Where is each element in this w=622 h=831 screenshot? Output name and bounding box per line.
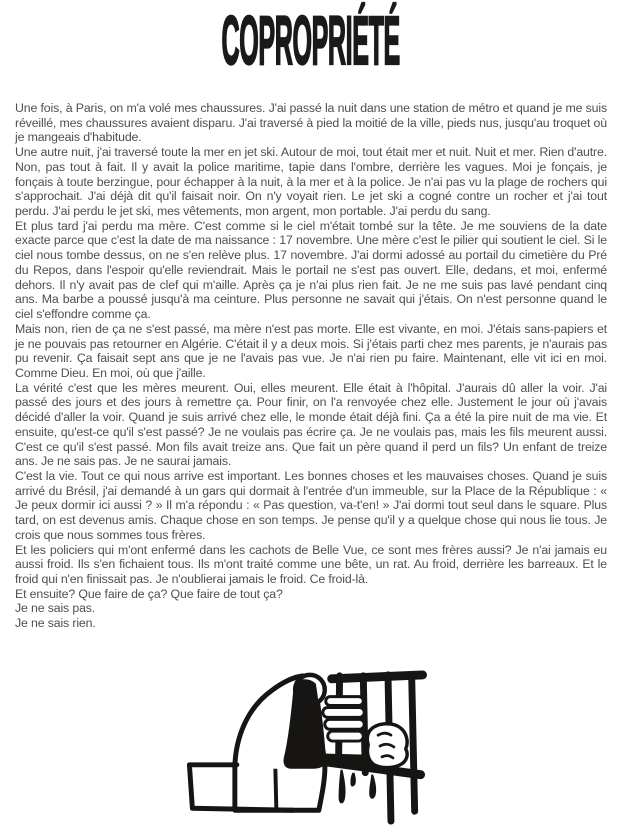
gripping-fist	[367, 724, 407, 768]
story-text	[15, 101, 607, 631]
paragraph: Une autre nuit, j'ai traversé toute la mer en jet ski. Autour de moi, tout était mer et nuit. Nuit et mer. Rien d'autre. Non, pas tout à fait. Il y avait la police maritime, tapie dans l'ombre, derrière les vagues. Moi je fonçais, je fonçais à toute berzingue, pour échapper à la nuit, à la mer et à la police. Je n'ai pas vu la plage de rochers qui s'approchait. J'ai déjà dit qu'il faisait noir. On n'y voyait rien. Le jet ski a cogné contre un rocher et j'ai tout perdu. J'ai perdu le jet ski, mes vêtements, mon argent, mon portable. J'ai perdu du sang.	[15, 145, 607, 219]
paragraph: Une fois, à Paris, on m'a volé mes chaussures. J'ai passé la nuit dans une station de métro et quand je me suis réveillé, mes chaussures avaient disparu. J'ai traversé à pied la moitié de la ville, pieds nus, jusqu'au troquet où je mangeais d'habitude.	[15, 101, 607, 145]
ink-drips	[339, 770, 377, 804]
paragraph: Je ne sais rien.	[15, 616, 96, 631]
page-header	[0, 1, 622, 79]
page-title: COPROPRIÉTÉ	[221, 1, 401, 79]
paragraph: La vérité c'est que les mères meurent. Oui, elles meurent. Elle était à l'hôpital. J'aurais dû aller la voir. J'ai passé des jours et des jours à remettre ça. Pour finir, on l'a renvoyée chez elle. Justement le jour où j'avais décidé d'aller la voir. Quand je suis arrivé chez elle, le monde était déjà fini. Ça a été la pire nuit de ma vie. Et ensuite, qu'est-ce qu'il s'est passé? Je ne voulais pas écrire ça. Je ne voulais pas, mais les fils meurent aussi. C'est ce qu'il s'est passé. Mon fils avait treize ans. Que fait un père quand il perd un fils? Un enfant de treize ans. Je ne sais pas. Je ne saurai jamais.	[15, 380, 607, 469]
paragraph: Et les policiers qui m'ont enfermé dans les cachots de Belle Vue, ce sont mes frères aussi? Je n'ai jamais eu aussi froid. Ils s'en fichaient tous. Ils m'ont traité comme une bête, un rat. Au froid, derrière les barreaux. Et le froid qui n'en finissait pas. Je n'oublierai jamais le froid. Ce froid-là.	[15, 542, 607, 586]
leg-line	[275, 769, 276, 810]
prisoner-illustration	[180, 666, 430, 829]
paragraph: Et plus tard j'ai perdu ma mère. C'est comme si le ciel m'était tombé sur la tête. Je me souviens de la date exacte parce que c'est la date de ma naissance : 17 novembre. Une mère c'est le pilier qui soutient le ciel. Si le ciel nous tombe dessus, on ne s'en relève plus. 17 novembre. J'ai dormi adossé au portail du cimetière du Pré du Repos, dans l'espoir qu'elle reviendrait. Mais le portail ne s'est pas ouvert. Elle, dedans, et moi, enfermé dehors. Il n'y avait pas de clef qui m'aille. Après ça je n'ai plus rien fait. Je ne me suis pas lavé pendant cinq ans. Ma barbe a poussé jusqu'à ma ceinture. Plus personne ne savait qui j'étais. On n'est personne quand le ciel s'effondre comme ça.	[15, 218, 607, 322]
gripping-fingers	[323, 697, 364, 741]
paragraph: Mais non, rien de ça ne s'est passé, ma mère n'est pas morte. Elle est vivante, en moi. J'étais sans-papiers et je ne pouvais pas retourner en Algérie. C'était il y a deux mois. Si j'étais parti chez mes parents, je n'aurais pas pu revenir. Ça faisait sept ans que je ne l'avais pas vue. Je n'ai rien pu faire. Maintenant, elle vit ici en moi. Comme Dieu. En moi, où que j'aille.	[15, 321, 607, 380]
paragraph: Je ne sais pas.	[15, 601, 96, 616]
paragraph: C'est la vie. Tout ce qui nous arrive est important. Les bonnes choses et les mauvaises choses. Quand je suis arrivé du Brésil, j'ai demandé à un gars qui dormait à l'entrée d'un immeuble, sur la Place de la République : « Je peux dormir ici aussi ? » Il m'a répondu : « Pas question, va-t'en! » J'ai dormi tout seul dans le square. Plus tard, on est devenus amis. Chaque chose en son temps. Je pense qu'il y a quelque chose qui nous lie tous. Je crois que nous sommes tous frères.	[15, 468, 607, 542]
paragraph: Et ensuite? Que faire de ça? Que faire de tout ça?	[15, 586, 283, 601]
